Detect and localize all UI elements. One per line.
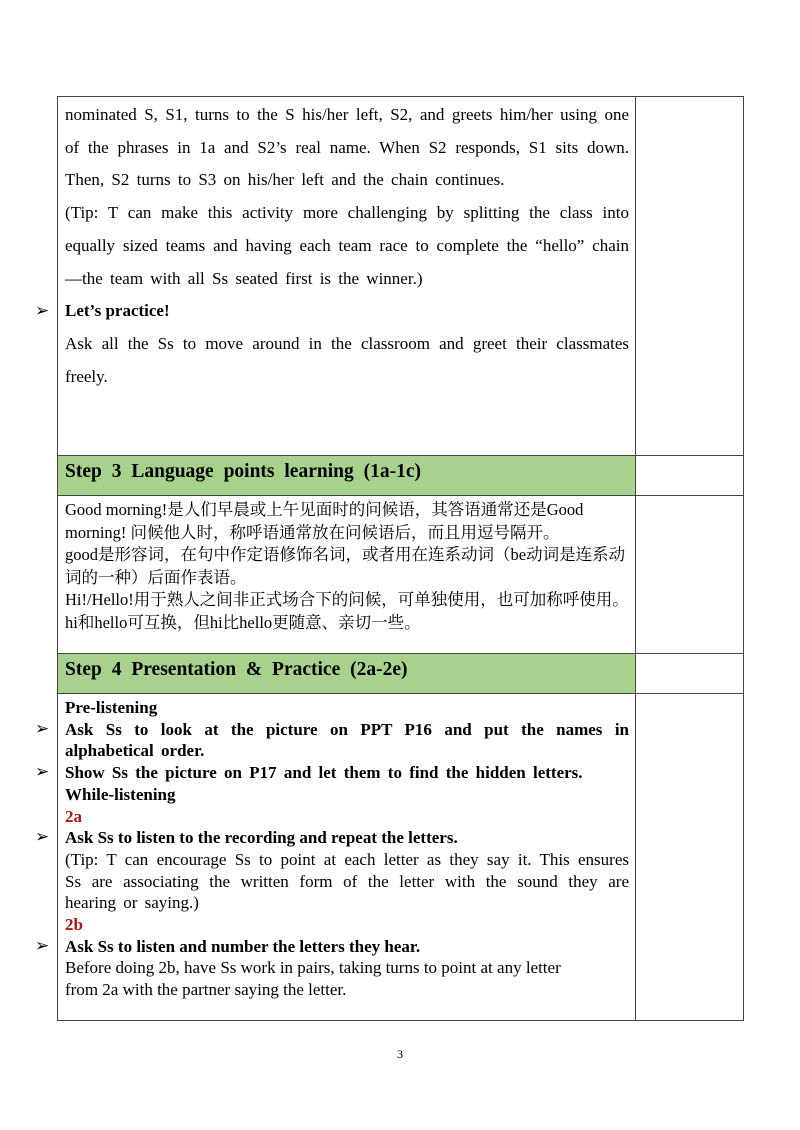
chain-activity-paragraph: nominated S, S1, turns to the S his/her left, S2, and greets him/her using one of the phrases in 1a and S2’s real name. When S2 responds, S1 sits down. Then, S2 turns to S3 on his/her left and the chain continues. — [65, 105, 629, 190]
notes-cell — [636, 97, 744, 456]
step4-bullet-4 — [35, 935, 629, 958]
presentation-row — [58, 694, 744, 1021]
notes-cell — [636, 654, 744, 694]
step4-title: Step 4 Presentation & Practice (2a-2e) — [65, 659, 408, 680]
language-point-2: good是形容词，在句中作定语修饰名词，或者用在连系动词（be动词是连系动词的一种）后面作表语。 — [65, 545, 626, 587]
bullet-arrow-icon: ➢ — [35, 301, 50, 322]
activity-cell — [35, 97, 636, 456]
language-points-row — [58, 496, 744, 654]
step4-header-cell — [58, 654, 636, 694]
step3-header-cell — [58, 456, 636, 496]
notes-cell — [636, 496, 744, 654]
language-point-1: Good morning!是人们早晨或上午见面时的问候语，其答语通常还是Good morning! 问候他人时，称呼语通常放在问候语后，而且用逗号隔开。 — [65, 500, 584, 542]
label-2a: 2a — [65, 806, 82, 826]
language-point-3: Hi!/Hello!用于熟人之间非正式场合下的问候，可单独使用，也可加称呼使用。hi和hello可互换，但hi比hello更随意、亲切一些。 — [65, 590, 629, 632]
language-points-cell — [58, 496, 636, 654]
step4-item-4: Ask Ss to listen and number the letters they hear. — [65, 936, 421, 956]
step4-bullet-1 — [35, 718, 629, 762]
while-listening-heading: While-listening — [65, 784, 176, 804]
notes-cell — [636, 456, 744, 496]
step4-bullet-3 — [35, 827, 629, 849]
activity-row — [58, 97, 744, 456]
step4-bullet-2 — [35, 762, 629, 784]
step3-header-row — [58, 456, 744, 496]
bullet-arrow-icon: ➢ — [35, 935, 50, 956]
lesson-plan-table — [35, 96, 744, 1021]
bullet-arrow-icon: ➢ — [35, 718, 50, 739]
page-number: 3 — [397, 1047, 403, 1061]
step4-item-2: Show Ss the picture on P17 and let them to find the hidden letters. — [65, 763, 583, 783]
step4-header-row — [58, 654, 744, 694]
practice-bullet — [35, 295, 629, 328]
step4-item-4-text: Before doing 2b, have Ss work in pairs, taking turns to point at any letter from 2a with the partner saying the letter. — [65, 958, 561, 1000]
step3-title: Step 3 Language points learning (1a-1c) — [65, 461, 421, 482]
label-2b: 2b — [65, 915, 83, 935]
practice-text: Ask all the Ss to move around in the classroom and greet their classmates freely. — [65, 333, 629, 386]
pre-listening-heading: Pre-listening — [65, 698, 158, 717]
tip2-paragraph: (Tip: T can encourage Ss to point at each letter as they say it. This ensures Ss are associating the written form of the letter with the sound they are hearing or saying.) — [65, 849, 629, 913]
step4-item-3: Ask Ss to listen to the recording and repeat the letters. — [65, 828, 458, 848]
step4-item-1: Ask Ss to look at the picture on PPT P16 and put the names in alphabetical order. — [65, 719, 629, 761]
bullet-arrow-icon: ➢ — [35, 827, 50, 848]
practice-heading: Let’s practice! — [65, 301, 170, 321]
bullet-arrow-icon: ➢ — [35, 762, 50, 783]
tip-paragraph: (Tip: T can make this activity more challenging by splitting the class into equally sized teams and having each team race to complete the “hello” chain—the team with all Ss seated first is the winner.) — [65, 203, 629, 288]
presentation-cell — [35, 694, 636, 1021]
notes-cell — [636, 694, 744, 1021]
